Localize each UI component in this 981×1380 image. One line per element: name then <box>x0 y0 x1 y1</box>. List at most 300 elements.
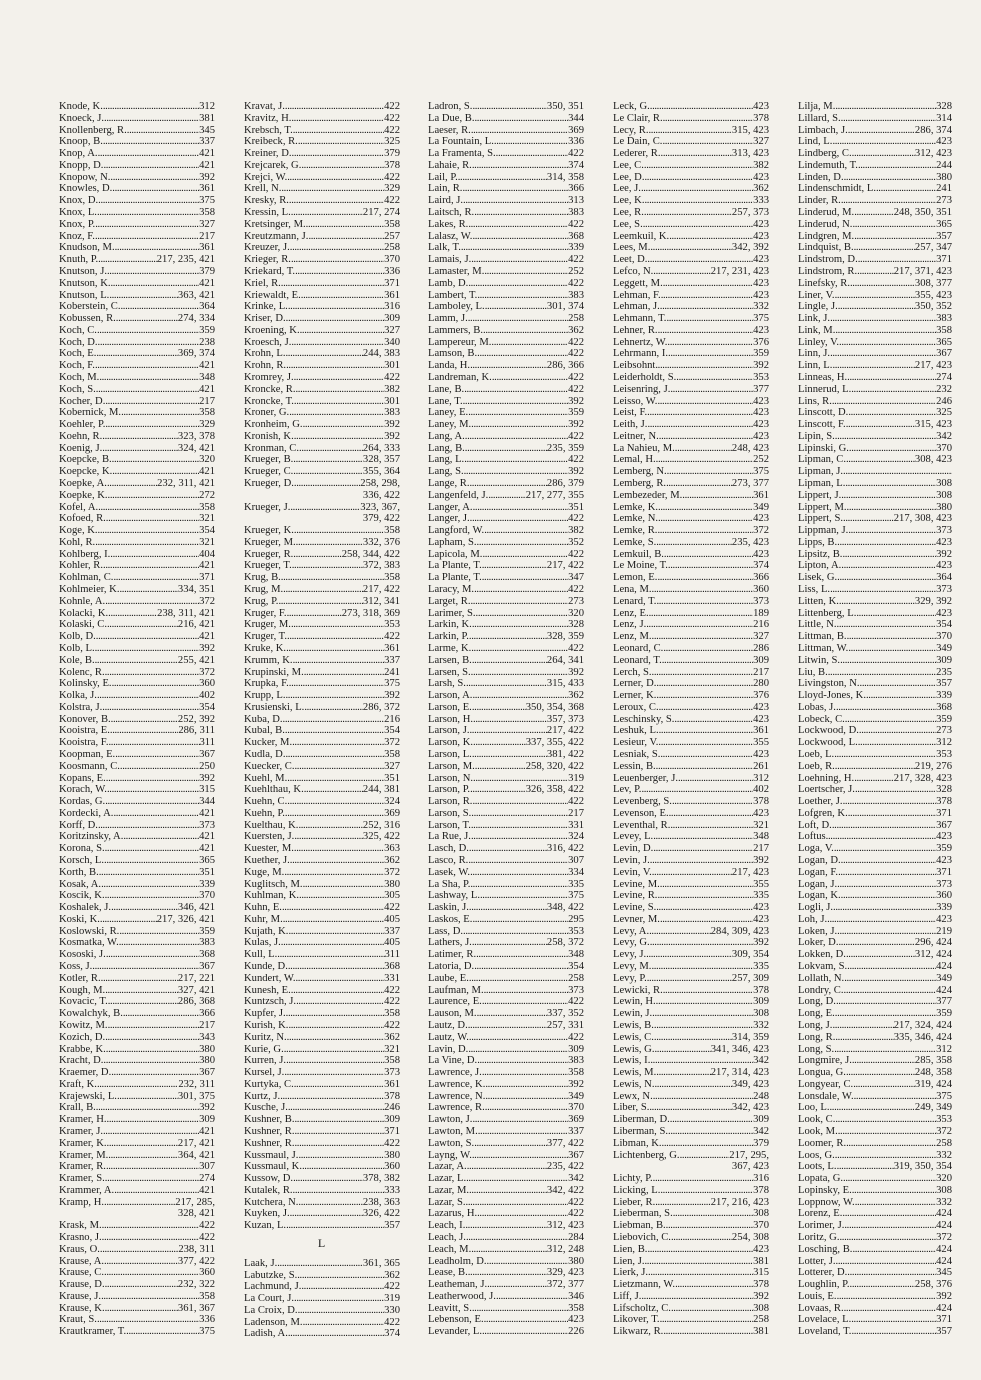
entry-pages: 422 <box>384 371 400 383</box>
entry-name: Kuehn, C. <box>244 796 288 808</box>
dot-leader <box>294 478 360 490</box>
entry-name: Kusche, J. <box>244 1102 288 1114</box>
entry-name: Kuritz, N. <box>244 1031 287 1043</box>
dot-leader <box>472 1303 568 1315</box>
entry-name: Laeser, R. <box>428 124 471 136</box>
dot-leader <box>471 419 568 431</box>
entry-name: Lofgren, K. <box>798 807 848 819</box>
dot-leader <box>471 667 568 679</box>
entry-name: Loots, L. <box>798 1161 837 1173</box>
entry-name: Linefsky, R. <box>798 277 850 289</box>
index-entry <box>244 443 400 455</box>
dot-leader <box>97 1079 178 1091</box>
entry-name: Kursel, J. <box>244 1067 285 1079</box>
entry-pages: 424 <box>936 1243 952 1255</box>
index-entry <box>59 890 215 902</box>
entry-name: Kupfer, J. <box>244 1008 286 1020</box>
entry-pages: 235, 422 <box>546 1161 584 1173</box>
dot-leader <box>848 407 936 419</box>
dot-leader <box>472 655 547 667</box>
entry-name: Loomer, R. <box>798 1137 847 1149</box>
index-entry <box>428 560 584 572</box>
dot-leader <box>105 596 199 608</box>
entry-pages: 421 <box>199 159 215 171</box>
entry-name: Lovelace, L. <box>798 1314 852 1326</box>
entry-name: Kussow, D. <box>244 1173 294 1185</box>
dot-leader <box>102 1232 199 1244</box>
entry-name: Lautz, D. <box>428 1019 468 1031</box>
dot-leader <box>108 737 199 749</box>
entry-name: Lewis, B. <box>613 1019 654 1031</box>
index-entry <box>613 714 769 726</box>
dot-leader <box>468 1044 568 1056</box>
dot-leader <box>284 867 384 879</box>
entry-pages: 216 <box>753 619 769 631</box>
entry-pages: 421 <box>199 807 215 819</box>
dot-leader <box>105 1303 178 1315</box>
entry-name: Kuehl, M. <box>244 772 288 784</box>
entry-pages: 311 <box>199 737 215 749</box>
entry-pages: 421 <box>199 277 215 289</box>
dot-leader <box>287 773 384 785</box>
index-entry <box>59 478 215 490</box>
index-entry <box>798 761 952 773</box>
entry-name: Lokvam, S. <box>798 961 848 973</box>
entry-pages: 421 <box>199 360 215 372</box>
index-entry <box>59 1102 215 1114</box>
dot-leader <box>671 1303 753 1315</box>
index-entry <box>613 1008 769 1020</box>
entry-name: Louis, E. <box>798 1290 837 1302</box>
dot-leader <box>663 643 753 655</box>
dot-leader <box>668 560 753 572</box>
index-entry <box>798 207 952 219</box>
entry-name: Kowalchyk, B. <box>59 1008 123 1020</box>
entry-name: Linscott, F. <box>798 419 846 431</box>
entry-pages: 323, 367, <box>360 501 400 513</box>
index-entry <box>59 808 215 820</box>
index-entry <box>59 443 215 455</box>
index-entry <box>59 431 215 443</box>
index-entry <box>613 773 769 785</box>
index-entry <box>59 183 215 195</box>
entry-name: Lawton, M. <box>428 1125 478 1137</box>
index-entry <box>613 784 769 796</box>
dot-leader <box>484 1314 569 1326</box>
entry-name: Levy, M. <box>613 961 652 973</box>
index-entry <box>59 1044 215 1056</box>
dot-leader <box>859 725 936 737</box>
entry-name: Koski, K. <box>59 913 100 925</box>
index-entry <box>613 525 769 537</box>
entry-name: Lifscholtz, C. <box>613 1302 671 1314</box>
entry-pages: 250 <box>199 760 215 772</box>
index-entry <box>59 1256 215 1268</box>
entry-name: Larson, L. <box>428 748 472 760</box>
entry-pages-continued: 328, 421 <box>177 1208 215 1220</box>
dot-leader <box>655 360 753 372</box>
entry-name: Kramer, S. <box>59 1173 105 1185</box>
index-entry <box>428 820 584 832</box>
entry-name: Liebman, B. <box>613 1220 666 1232</box>
dot-leader <box>464 454 568 466</box>
index-entry <box>798 1197 952 1209</box>
index-entry <box>428 443 584 455</box>
dot-leader <box>303 879 385 891</box>
entry-name: Kolstra, J. <box>59 701 103 713</box>
index-entry <box>428 148 584 160</box>
entry-pages: 248, 350, 351 <box>893 207 952 219</box>
index-entry <box>613 1102 769 1114</box>
dot-leader <box>105 796 199 808</box>
dot-leader <box>652 631 754 643</box>
dot-leader <box>468 1267 547 1279</box>
entry-name: Linderud, M. <box>798 207 855 219</box>
dot-leader <box>832 1020 893 1032</box>
dot-leader <box>842 549 936 561</box>
entry-pages: 423 <box>753 430 769 442</box>
index-entry <box>613 879 769 891</box>
entry-name: Loritz, G. <box>798 1232 840 1243</box>
dot-leader <box>472 1114 568 1126</box>
entry-name: Kolb, L. <box>59 642 95 654</box>
dot-leader <box>474 207 568 219</box>
entry-name: Krejcarek, G. <box>244 159 302 171</box>
entry-name: Le Moine, T. <box>613 560 668 572</box>
dot-leader <box>111 278 200 290</box>
entry-name: Lenz, E. <box>613 607 649 619</box>
dot-leader <box>112 466 199 478</box>
index-entry <box>428 490 584 502</box>
entry-pages: 258, 372 <box>546 937 584 949</box>
entry-pages: 378 <box>753 796 769 808</box>
index-entry <box>428 1185 584 1197</box>
entry-name: Levey, L. <box>613 831 654 843</box>
dot-leader <box>121 407 199 419</box>
entry-pages: 252 <box>568 265 584 277</box>
entry-pages: 235 <box>936 666 952 678</box>
index-entry <box>798 478 952 490</box>
entry-pages: 365 <box>936 336 952 348</box>
dot-leader <box>104 1256 178 1268</box>
entry-name: Kohlmeier, K. <box>59 584 120 596</box>
dot-leader <box>477 1055 568 1067</box>
entry-pages: 354 <box>384 725 400 737</box>
index-entry <box>244 136 400 148</box>
index-entry <box>613 419 769 431</box>
entry-pages: 359 <box>936 1008 952 1020</box>
index-entry <box>428 125 584 137</box>
entry-name: Lollath, N. <box>798 972 845 984</box>
dot-leader <box>472 101 546 113</box>
entry-name: Krebsch, T. <box>244 124 293 136</box>
entry-name: Longyear, C. <box>798 1078 854 1090</box>
dot-leader <box>670 1114 753 1126</box>
dot-leader <box>671 1232 732 1244</box>
entry-name: Kuersten, J. <box>244 831 295 843</box>
entry-name: Krause, K. <box>59 1302 105 1314</box>
index-entry <box>428 1091 584 1103</box>
dot-leader <box>473 773 568 785</box>
entry-pages: 373 <box>936 525 952 537</box>
entry-pages: 368 <box>199 949 215 961</box>
index-entry <box>613 843 769 855</box>
entry-name: Korona, S. <box>59 843 105 855</box>
entry-name: Lopinsky, E. <box>798 1184 852 1196</box>
dot-leader <box>465 431 568 443</box>
entry-name: Kramer, H. <box>59 1114 107 1126</box>
entry-name: Loertscher, J. <box>798 784 855 796</box>
index-entry <box>613 1032 769 1044</box>
index-entry <box>59 655 215 667</box>
index-entry <box>59 902 215 914</box>
entry-name: Leck, G. <box>613 101 650 112</box>
index-entry <box>428 1244 584 1256</box>
entry-pages: 340 <box>384 336 400 348</box>
dot-leader <box>119 926 199 938</box>
entry-pages: 258 <box>568 972 584 984</box>
dot-leader <box>103 1055 199 1067</box>
entry-name: Lee, S. <box>613 218 643 230</box>
index-entry <box>59 419 215 431</box>
entry-name: Kohlman, C. <box>59 572 114 584</box>
entry-pages: 365 <box>199 855 215 866</box>
entry-pages: 358 <box>199 1290 215 1302</box>
index-entry <box>798 1244 952 1256</box>
dot-leader <box>107 478 157 490</box>
dot-leader <box>668 348 753 360</box>
index-entry <box>613 937 769 949</box>
dot-leader <box>465 1220 547 1232</box>
entry-pages: 284 <box>568 1232 584 1243</box>
dot-leader <box>649 125 732 137</box>
index-entry <box>798 879 952 891</box>
entry-name: Kronish, K. <box>244 430 294 442</box>
entry-pages: 424 <box>936 1302 952 1314</box>
index-entry <box>244 1161 400 1173</box>
index-entry <box>428 596 584 608</box>
index-entry <box>613 537 769 549</box>
entry-pages: 355 <box>753 878 769 890</box>
dot-leader <box>673 1208 753 1220</box>
entry-name: Krueger, M. <box>244 536 296 548</box>
entry-pages: 424 <box>936 984 952 996</box>
entry-name: Linley, V. <box>798 336 840 348</box>
index-entry <box>59 855 215 867</box>
entry-name: Lange, R. <box>428 478 470 489</box>
dot-leader <box>291 113 384 125</box>
dot-leader <box>280 1091 384 1103</box>
index-entry <box>244 478 400 490</box>
dot-leader <box>487 1279 547 1291</box>
entry-pages: 217, 422 <box>546 725 584 737</box>
dot-leader <box>470 784 526 796</box>
entry-pages: 217, 324, 424 <box>893 1019 952 1031</box>
index-entry <box>798 867 952 879</box>
entry-name: Loker, D. <box>798 937 839 949</box>
dot-leader <box>644 207 732 219</box>
index-entry <box>244 973 400 985</box>
entry-pages: 421 <box>199 831 215 843</box>
entry-pages: 350, 351 <box>546 101 584 112</box>
entry-pages: 273 <box>936 725 952 737</box>
entry-name: Laufman, M. <box>428 984 484 996</box>
entry-name: Lev, P. <box>613 784 642 796</box>
index-entry <box>428 183 584 195</box>
entry-pages: 308 <box>753 1302 769 1314</box>
entry-name: Krieger, R. <box>244 254 291 266</box>
entry-pages: 423 <box>753 254 769 266</box>
dot-leader <box>477 348 568 360</box>
index-entry <box>59 1138 215 1150</box>
entry-pages: 307 <box>199 1161 215 1173</box>
entry-name: Koch, E. <box>59 348 97 360</box>
entry-name: Lipps, B. <box>798 536 838 548</box>
entry-name: Korff, D. <box>59 819 98 831</box>
entry-pages: 374 <box>384 1328 400 1340</box>
entry-pages: 423 <box>753 748 769 760</box>
index-entry <box>613 831 769 843</box>
index-entry <box>244 879 400 891</box>
entry-pages: 375 <box>568 890 584 902</box>
dot-leader <box>660 301 753 313</box>
index-column-1 <box>59 101 215 1338</box>
dot-leader <box>482 996 568 1008</box>
entry-name: Likwarz, R. <box>613 1326 664 1338</box>
index-entry <box>428 1114 584 1126</box>
index-entry <box>613 1197 769 1209</box>
dot-leader <box>463 396 568 408</box>
entry-name: Lokken, D. <box>798 949 846 961</box>
dot-leader <box>107 266 199 278</box>
entry-name: Leemkuil, K. <box>613 230 670 242</box>
entry-pages: 358 <box>384 525 400 537</box>
index-entry <box>59 737 215 749</box>
index-entry <box>59 113 215 125</box>
entry-name: Krueger, J. <box>244 501 291 513</box>
entry-pages: 392 <box>568 666 584 678</box>
index-entry <box>244 360 400 372</box>
index-entry <box>244 1044 400 1056</box>
dot-leader <box>290 242 384 254</box>
entry-name: Koehn, R. <box>59 430 103 442</box>
index-entry <box>428 584 584 596</box>
entry-name: Lembezeder, M. <box>613 489 683 501</box>
entry-pages: 359 <box>753 348 769 360</box>
entry-pages: 375 <box>384 678 400 690</box>
index-entry <box>59 348 215 360</box>
index-entry <box>428 985 584 997</box>
entry-pages: 345 <box>199 124 215 136</box>
entry-name: Kravat, J. <box>244 101 285 112</box>
dot-leader <box>463 195 568 207</box>
entry-name: Logan, D. <box>798 855 841 866</box>
entry-pages: 321 <box>199 536 215 548</box>
entry-pages: 341, 346, 423 <box>710 1043 769 1055</box>
dot-leader <box>287 631 384 643</box>
index-entry <box>428 372 584 384</box>
dot-leader <box>834 749 936 761</box>
index-entry <box>798 572 952 584</box>
entry-name: Lee, C. <box>613 159 644 171</box>
entry-name: Kohlberg, I. <box>59 548 111 560</box>
dot-leader <box>120 761 199 773</box>
entry-name: Kohnle, A. <box>59 595 106 607</box>
index-entry <box>798 1114 952 1126</box>
entry-pages: 332, 376 <box>362 536 400 548</box>
entry-pages: 273 <box>936 195 952 207</box>
index-entry <box>428 1008 584 1020</box>
dot-leader <box>96 631 199 643</box>
index-entry <box>798 1055 952 1067</box>
dot-leader <box>664 549 753 561</box>
dot-leader <box>845 478 936 490</box>
entry-name: Kussmaul, K. <box>244 1161 302 1173</box>
index-entry <box>428 219 584 231</box>
entry-pages: 339 <box>936 902 952 914</box>
index-entry <box>59 985 215 997</box>
entry-pages: 392 <box>753 1290 769 1302</box>
entry-pages: 286, 366 <box>546 360 584 372</box>
entry-pages: 405 <box>384 913 400 925</box>
entry-pages: 372 <box>199 595 215 607</box>
entry-name: Krause, C. <box>59 1267 105 1279</box>
dot-leader <box>848 808 936 820</box>
entry-name: Kurie, G. <box>244 1043 284 1055</box>
index-entry <box>798 914 952 926</box>
index-entry <box>59 1008 215 1020</box>
entry-name: Lien, B. <box>613 1243 648 1255</box>
entry-name: Longua, G. <box>798 1067 846 1079</box>
entry-name: Larson, T. <box>428 819 471 831</box>
entry-pages: 422 <box>568 348 584 360</box>
dot-leader <box>102 443 178 455</box>
dot-leader <box>848 643 936 655</box>
entry-pages: 361 <box>384 642 400 654</box>
dot-leader <box>851 384 936 396</box>
entry-pages: 377, 422 <box>546 1137 584 1149</box>
dot-leader <box>287 796 384 808</box>
index-entry <box>428 1150 584 1162</box>
index-entry <box>428 266 584 278</box>
dot-leader <box>470 596 568 608</box>
dot-leader <box>644 1256 753 1268</box>
index-entry <box>244 278 400 290</box>
entry-pages: 343 <box>199 1031 215 1043</box>
entry-name: Kole, B. <box>59 654 95 666</box>
dot-leader <box>850 278 915 290</box>
dot-leader <box>299 890 384 902</box>
entry-name: Lauson, M. <box>428 1008 477 1020</box>
entry-pages: 372 <box>199 666 215 678</box>
entry-name: Lewis, I. <box>613 1055 651 1067</box>
index-entry <box>613 1220 769 1232</box>
index-entry <box>428 231 584 243</box>
entry-name: Kruger, T. <box>244 631 288 643</box>
dot-leader <box>660 914 753 926</box>
dot-leader <box>298 136 384 148</box>
dot-leader <box>468 313 568 325</box>
dot-leader <box>108 1020 200 1032</box>
dot-leader <box>466 678 547 690</box>
entry-name: Litwin, S. <box>798 654 841 666</box>
index-entry <box>613 148 769 160</box>
dot-leader <box>836 996 936 1008</box>
index-entry <box>428 690 584 702</box>
entry-name: Lippert, M. <box>798 501 847 513</box>
index-entry <box>798 219 952 231</box>
index-entry <box>59 608 215 620</box>
